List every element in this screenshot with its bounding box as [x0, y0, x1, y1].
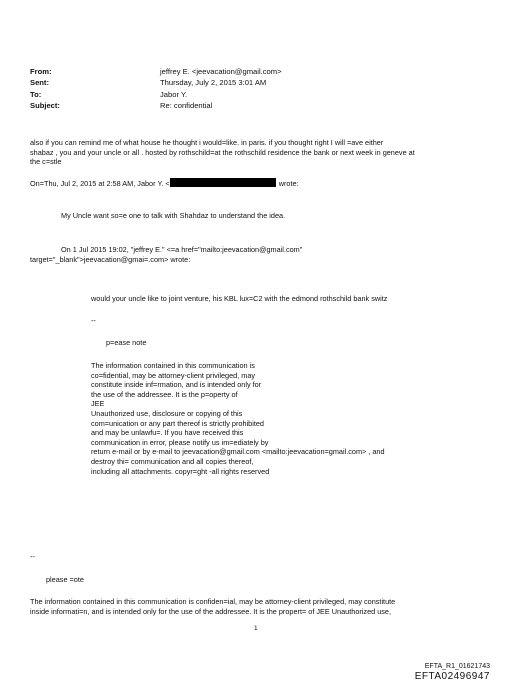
final-disclaimer [30, 597, 395, 616]
please-note-heading-2 [46, 575, 84, 585]
bates-stamp-large [415, 671, 490, 683]
quoted-attribution-line: target="_blank">jeevacation@gmai=.com> wrote: [30, 254, 191, 264]
page-number [254, 625, 258, 632]
signature-separator [91, 316, 96, 326]
uncle-message [61, 211, 285, 221]
disclaimer-line: JEE [91, 399, 105, 409]
bates-number-2: EFTA02496947 [414, 671, 490, 682]
from-label: From: [30, 67, 52, 76]
reply-attribution-prefix: On=Thu, Jul 2, 2015 at 2:58 AM, Jabor Y. < [30, 179, 170, 188]
please-note-text: p=ease note [106, 338, 147, 347]
disclaimer-line: the use of the addressee. It is the p=operty of [91, 389, 238, 399]
sent-value: Thursday, July 2, 2015 3:01 AM [160, 78, 267, 87]
signature-separator-2 [30, 552, 35, 562]
to-value: Jabor Y. [160, 90, 188, 99]
reply-attribution-suffix: wrote: [276, 179, 299, 188]
page-number-text: 1 [254, 625, 258, 632]
final-disclaimer-line: The information contained in this communication is confiden=ial, may be attorney-client privileged, may constitute [30, 597, 396, 606]
intro-line: shabaz , you and your uncle or all . hosted by rothschild=at the rothschild residence the bank or next week in geneve at [30, 147, 415, 157]
disclaimer-line: return e-mail or by e-mail to jeevacation@gmail.com <mailto:jeevacation=gmail.com> , and [91, 447, 385, 457]
disclaimer-line: The information contained in this communication is [91, 361, 255, 370]
disclaimer-line: including all attachments. copyr=ght -all rights reserved [91, 466, 270, 476]
dashes: -- [91, 316, 96, 325]
intro-line: the c=stle [30, 157, 62, 167]
uncle-message-text: My Uncle want so=e one to talk with Shahdaz to understand the idea. [61, 211, 286, 220]
venture-message [91, 294, 387, 304]
header-to-row [30, 89, 490, 100]
intro-line: also if you can remind me of what house he thought i would=like. in paris. if you thought right I will =ave either [30, 138, 384, 147]
sent-label: Sent: [30, 78, 49, 87]
intro-paragraph [30, 138, 415, 167]
disclaimer-line: co=fidential, may be attorney-client privileged, may [91, 370, 256, 380]
disclaimer-line: destroy thi= communication and all copies thereof, [91, 456, 254, 466]
quoted-attribution-line: On 1 Jul 2015 19:02, "jeffrey E." <=a href="mailto:jeevacation@gmail.com" [61, 245, 303, 254]
reply-attribution-line [30, 178, 299, 189]
header-sent-row [30, 77, 490, 88]
bates-number-1: EFTA_R1_01621743 [424, 663, 490, 670]
from-value: jeffrey E. <jeevacation@gmail.com> [160, 67, 282, 76]
disclaimer-line: com=unication or any part thereof is strictly prohibited [91, 418, 264, 428]
bates-stamp-small [425, 662, 490, 671]
disclaimer-line: constitute inside inf=rmation, and is intended only for [91, 380, 262, 390]
redaction-block [170, 178, 276, 187]
header-subject-row [30, 100, 490, 111]
subject-value: Re: confidential [160, 101, 213, 110]
quoted-attribution [30, 245, 302, 264]
disclaimer-line: communication in error, please notify us im=ediately by [91, 437, 269, 447]
venture-message-text: would your uncle like to joint venture, his KBL lux=C2 with the edmond rothschild bank switz [91, 294, 388, 303]
header-from-row [30, 66, 490, 77]
to-label: To: [30, 90, 42, 99]
please-note-heading [106, 338, 146, 348]
confidentiality-disclaimer [91, 361, 385, 476]
subject-label: Subject: [30, 101, 60, 110]
dashes: -- [30, 552, 35, 561]
please-note-text: please =ote [46, 575, 84, 584]
disclaimer-line: and may be unlawfu=. If you have received this [91, 428, 244, 438]
final-disclaimer-line: inside informati=n, and is intended only for the use of the addressee. It is the propert= of JEE Unauthorized use, [30, 606, 392, 616]
disclaimer-line: Unauthorized use, disclosure or copying of this [91, 408, 243, 418]
